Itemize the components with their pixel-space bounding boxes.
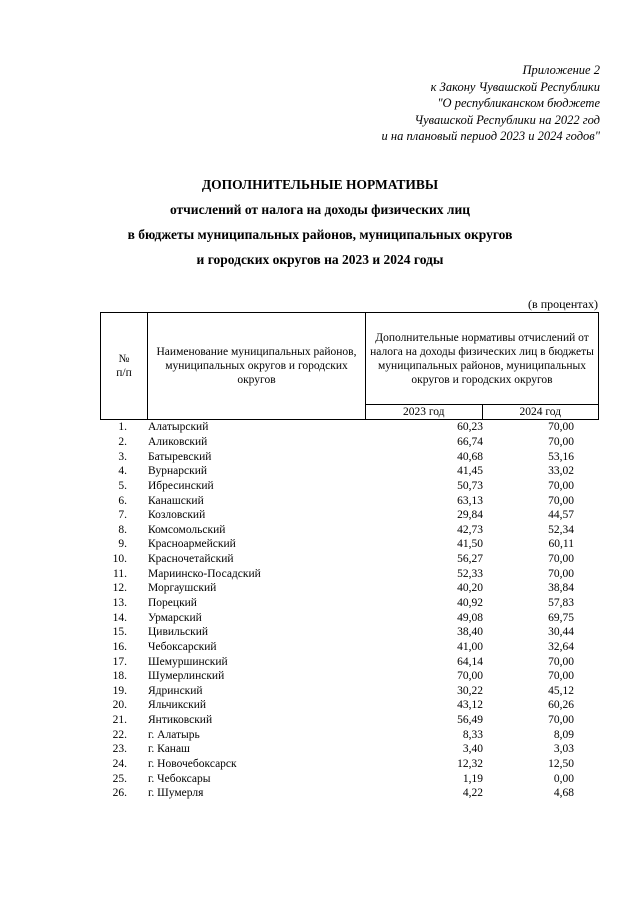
row-number: 9. (118, 538, 127, 551)
row-name: Цивильский (148, 626, 209, 639)
row-name: Красноармейский (148, 538, 236, 551)
row-number: 25. (112, 772, 127, 785)
row-name: Янтиковский (148, 714, 213, 727)
table-row (100, 727, 599, 742)
row-value-2023: 49,08 (457, 611, 483, 624)
row-value-2023: 43,12 (457, 699, 483, 712)
row-value-2024: 70,00 (548, 494, 574, 507)
row-name: Урмарский (148, 611, 202, 624)
title-line: в бюджеты муниципальных районов, муниципальных округов (127, 227, 513, 242)
header-year-2024: 2024 год (482, 405, 599, 420)
document-title (0, 172, 640, 272)
row-number: 10. (112, 553, 127, 566)
row-name: Чебоксарский (148, 640, 217, 653)
row-number: 6. (118, 494, 127, 507)
row-value-2023: 29,84 (457, 509, 483, 522)
table-row (100, 537, 599, 552)
table-row (100, 625, 599, 640)
table-row (100, 479, 599, 494)
row-value-2024: 70,00 (548, 714, 574, 727)
table-row (100, 654, 599, 669)
table-row (100, 771, 599, 786)
row-name: Мариинско-Посадский (148, 567, 261, 580)
units-note: (в процентах) (528, 297, 598, 311)
row-value-2023: 63,13 (457, 494, 483, 507)
row-value-2023: 41,45 (457, 465, 483, 478)
table-row (100, 449, 599, 464)
header-number (101, 313, 148, 420)
row-value-2024: 45,12 (548, 684, 574, 697)
table-row (100, 596, 599, 611)
row-value-2024: 60,11 (548, 538, 574, 551)
table-row (100, 552, 599, 567)
row-value-2023: 56,49 (457, 714, 483, 727)
table-row (100, 713, 599, 728)
row-value-2024: 70,00 (548, 421, 574, 434)
row-name: г. Шумерля (148, 787, 204, 800)
row-name: Алатырский (148, 421, 209, 434)
row-value-2024: 30,44 (548, 626, 574, 639)
header-year-2023: 2023 год (366, 405, 483, 420)
row-value-2023: 56,27 (457, 553, 483, 566)
row-value-2023: 3,40 (462, 743, 483, 756)
row-value-2024: 70,00 (548, 670, 574, 683)
row-name: Козловский (148, 509, 206, 522)
row-name: Аликовский (148, 435, 208, 448)
row-value-2023: 30,22 (457, 684, 483, 697)
row-name: Вурнарский (148, 465, 208, 478)
row-value-2023: 40,68 (457, 450, 483, 463)
row-value-2023: 4,22 (462, 787, 483, 800)
row-name: Моргаушский (148, 582, 217, 595)
row-value-2023: 50,73 (457, 479, 483, 492)
table-row (100, 464, 599, 479)
row-name: Канашский (148, 494, 204, 507)
row-name: г. Чебоксары (148, 772, 211, 785)
table-row (100, 640, 599, 655)
header-number-label: № п/п (116, 353, 132, 379)
row-value-2023: 8,33 (462, 728, 483, 741)
table-row (100, 786, 599, 801)
row-value-2024: 38,84 (548, 582, 574, 595)
appendix-line: "О республиканском бюджете (437, 96, 600, 110)
row-value-2024: 69,75 (548, 611, 574, 624)
row-number: 22. (112, 728, 127, 741)
table-row (100, 420, 599, 435)
row-value-2024: 70,00 (548, 567, 574, 580)
table-row (100, 610, 599, 625)
row-number: 3. (118, 450, 127, 463)
data-table (100, 420, 599, 801)
row-value-2023: 40,20 (457, 582, 483, 595)
row-number: 15. (112, 626, 127, 639)
header-name: Наименование муниципальных районов, муниципальных округов и городских округов (148, 313, 366, 420)
row-number: 2. (118, 435, 127, 448)
table-header (100, 312, 599, 420)
title-line: и городских округов на 2023 и 2024 годы (196, 252, 444, 267)
row-value-2024: 57,83 (548, 597, 574, 609)
row-name: Яльчикский (148, 699, 207, 712)
row-value-2023: 64,14 (457, 655, 483, 668)
row-value-2023: 38,40 (457, 626, 483, 639)
row-value-2023: 41,00 (457, 640, 483, 653)
appendix-line: к Закону Чувашской Республики (430, 79, 600, 94)
row-number: 21. (112, 714, 127, 727)
row-value-2024: 8,09 (553, 728, 574, 741)
row-value-2024: 44,57 (548, 509, 574, 522)
row-number: 19. (112, 684, 127, 697)
table-body (100, 420, 599, 801)
title-line: отчислений от налога на доходы физических лиц (169, 202, 471, 217)
row-number: 13. (112, 597, 127, 609)
appendix-line: Чувашской Республики на 2022 год (414, 112, 600, 127)
title-line: ДОПОЛНИТЕЛЬНЫЕ НОРМАТИВЫ (201, 177, 439, 192)
row-value-2024: 70,00 (548, 553, 574, 566)
row-number: 12. (112, 582, 127, 595)
row-name: Ибресинский (148, 479, 214, 492)
row-value-2023: 12,32 (457, 758, 483, 771)
row-number: 1. (118, 421, 127, 434)
row-value-2024: 70,00 (548, 479, 574, 492)
row-number: 18. (112, 670, 127, 683)
row-value-2023: 1,19 (462, 772, 483, 785)
row-name: Батыревский (148, 450, 212, 463)
row-value-2023: 52,33 (457, 567, 483, 580)
row-number: 7. (118, 509, 127, 522)
row-number: 11. (113, 567, 127, 580)
row-number: 23. (112, 743, 127, 756)
row-name: Шумерлинский (148, 670, 225, 683)
row-number: 26. (112, 787, 127, 800)
row-value-2023: 66,74 (457, 435, 483, 448)
row-name: Красночетайский (148, 553, 234, 566)
row-name: г. Канаш (148, 743, 190, 756)
row-number: 5. (118, 479, 127, 492)
row-value-2024: 70,00 (548, 655, 574, 668)
row-value-2024: 70,00 (548, 435, 574, 448)
row-value-2024: 3,03 (553, 743, 574, 756)
row-name: Порецкий (148, 597, 197, 609)
row-number: 14. (112, 611, 127, 624)
row-value-2023: 40,92 (457, 597, 483, 609)
table-row (100, 435, 599, 450)
table-row (100, 684, 599, 699)
row-value-2023: 70,00 (457, 670, 483, 683)
table-row (100, 522, 599, 537)
table-row (100, 566, 599, 581)
appendix-line: и на плановый период 2023 и 2024 годов" (381, 129, 600, 143)
row-value-2024: 0,00 (553, 772, 574, 785)
table-row (100, 669, 599, 684)
row-value-2024: 32,64 (548, 640, 574, 653)
table-row (100, 757, 599, 772)
row-number: 16. (112, 640, 127, 653)
row-name: г. Алатырь (148, 728, 200, 741)
table-row (100, 508, 599, 523)
appendix-note (382, 62, 600, 145)
row-number: 24. (112, 758, 127, 771)
row-value-2024: 4,68 (553, 787, 574, 800)
row-value-2023: 41,50 (457, 538, 483, 551)
row-value-2023: 42,73 (457, 523, 483, 536)
row-value-2024: 60,26 (548, 699, 574, 712)
row-number: 4. (118, 465, 127, 478)
row-number: 8. (118, 523, 127, 536)
row-value-2024: 33,02 (548, 465, 574, 478)
row-value-2024: 52,34 (548, 523, 574, 536)
row-name: Ядринский (148, 684, 203, 697)
row-number: 17. (112, 655, 127, 668)
table-row (100, 581, 599, 596)
row-name: г. Новочебоксарск (148, 758, 237, 771)
table-row (100, 493, 599, 508)
appendix-line: Приложение 2 (522, 63, 600, 77)
row-number: 20. (112, 699, 127, 712)
row-value-2024: 53,16 (548, 450, 574, 463)
row-name: Шемуршинский (148, 655, 228, 668)
row-value-2023: 60,23 (457, 421, 483, 434)
row-value-2024: 12,50 (548, 758, 574, 771)
table-row (100, 742, 599, 757)
table-row (100, 698, 599, 713)
header-norm: Дополнительные нормативы отчислений от налога на доходы физических лиц в бюджеты муниципальных районов, муниципальных округов и городских округов (366, 313, 599, 405)
row-name: Комсомольский (148, 523, 226, 536)
